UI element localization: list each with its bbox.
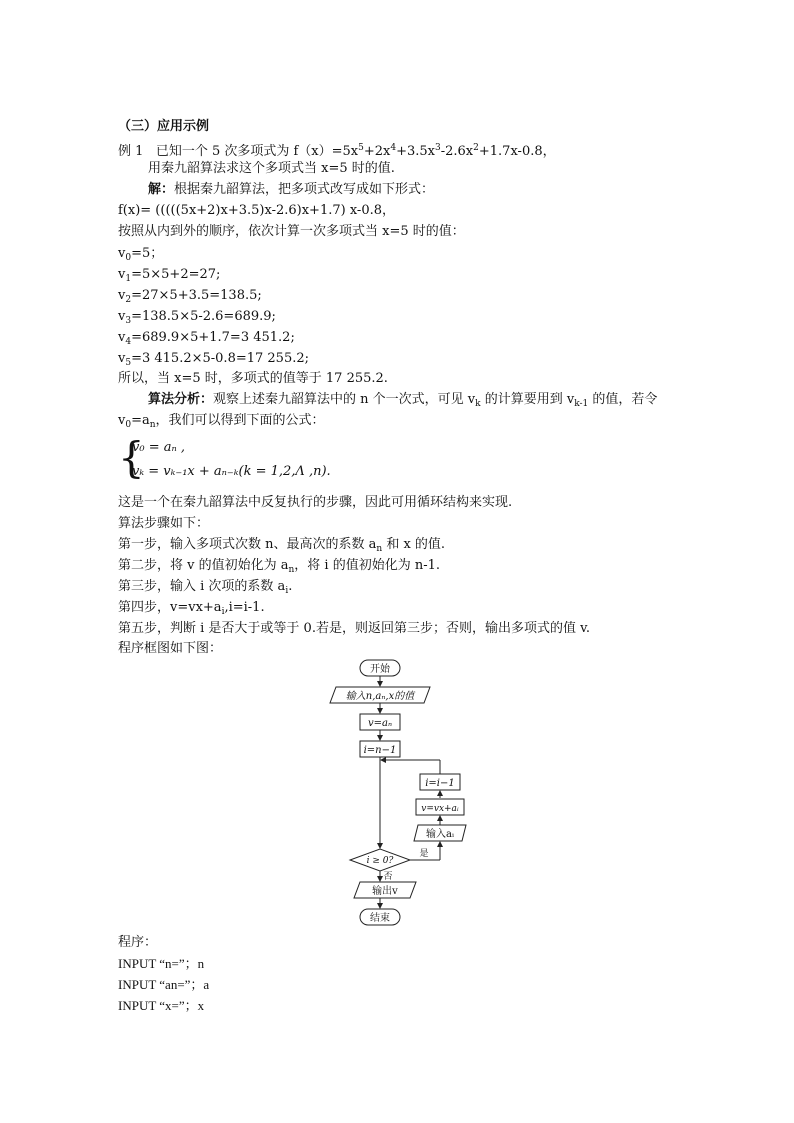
example-label: 例 1: [118, 144, 144, 159]
flowchart: [320, 650, 470, 940]
program-line-1: INPUT “n=”；n: [118, 956, 205, 971]
example-line-1: 例 1 已知一个 5 次多项式为 $f(x)=5x^5+2x^4+3.5x^3-2.6x^2+1.7x-0.8$，: [118, 143, 556, 159]
flow-init-v-label: v=aₙ: [367, 718, 393, 729]
program-title: 程序：: [118, 935, 158, 950]
recurrence-formula: [118, 433, 418, 488]
conclusion-line: 所以，当 x=5 时，多项式的值等于 17 255.2.: [118, 371, 388, 386]
step-v5: $v_5=3$ 415.2×5-0.8=17 255.2;: [118, 351, 309, 368]
diagram-title: 程序框图如下图：: [118, 641, 223, 656]
program-line-2: INPUT “an=”；a: [118, 977, 210, 992]
step-v3: $v_3=138.5\times 5-2.6=689.9$;: [118, 309, 276, 326]
analysis-line-1: 算法分析：观察上述秦九韶算法中的 n 个一次式，可见 $v_k$ 的计算要用到 $v_{k-1}$ 的值，若令: [148, 392, 658, 409]
step-v0: $v_0=5$；: [118, 246, 164, 263]
flow-decision-label: i ≥ 0?: [366, 856, 394, 866]
flow-no-label: 否: [383, 872, 393, 882]
flow-yes-label: 是: [419, 849, 429, 859]
order-line: 按照从内到外的顺序，依次计算一次多项式当 x=5 时的值：: [118, 224, 465, 239]
analysis-label: 算法分析：: [148, 392, 214, 407]
program-line-3: INPUT “x=”；x: [118, 998, 205, 1013]
algorithm-step-5: 第五步，判断 i 是否大于或等于 0.若是，则返回第三步；否则，输出多项式的值 v.: [118, 621, 591, 636]
algorithm-step-4: 第四步，$v=vx+a_i,i=i-1$.: [118, 600, 265, 617]
flow-update-v-label: v=vx+aᵢ: [421, 804, 459, 814]
flow-end-label: 结束: [370, 913, 390, 924]
example-line-2: 用秦九韶算法求这个多项式当 x=5 时的值.: [148, 161, 395, 176]
algorithm-step-2: 第二步，将 v 的值初始化为 $a_n$，将 i 的值初始化为 n-1.: [118, 558, 441, 575]
step-v2: $v_2=27\times 5+3.5=138.5$;: [118, 288, 262, 305]
flow-output-label: 输出v: [372, 886, 398, 897]
flow-input-label: 输入n,aₙ,x的值: [345, 691, 415, 702]
formula-row-1: v₀ = aₙ ,: [132, 440, 185, 455]
flow-init-i-label: i=n−1: [363, 745, 397, 756]
analysis-line-2: $v_0=a_n$，我们可以得到下面的公式：: [118, 413, 325, 430]
flow-start-label: 开始: [370, 664, 390, 675]
loop-line: 这是一个在秦九韶算法中反复执行的步骤，因此可用循环结构来实现.: [118, 495, 513, 510]
step-v4: $v_4=689.9\times 5+1.7=3$ 451.2;: [118, 330, 295, 347]
solution-line: 解：根据秦九韶算法，把多项式改写成如下形式：: [148, 182, 435, 197]
steps-title: 算法步骤如下：: [118, 516, 210, 531]
algorithm-step-3: 第三步，输入 i 次项的系数 $a_i$.: [118, 579, 293, 596]
flow-dec-i-label: i=i−1: [425, 778, 455, 789]
section-heading: （三）应用示例: [118, 119, 210, 134]
step-v1: $v_1=5\times 5+2=27$;: [118, 267, 221, 284]
algorithm-step-1: 第一步，输入多项式次数 n、最高次的系数 $a_n$ 和 x 的值.: [118, 537, 446, 554]
rewrite-line: f(x)= (((((5x+2)x+3.5)x-2.6)x+1.7) x-0.8，: [118, 203, 395, 218]
flow-input-ai-label: 输入aᵢ: [426, 829, 454, 840]
formula-brace: {: [118, 433, 145, 482]
formula-row-2: vₖ = vₖ₋₁x + aₙ₋ₖ(k = 1,2,Λ ,n).: [132, 464, 331, 479]
solution-label: 解：: [148, 182, 175, 197]
